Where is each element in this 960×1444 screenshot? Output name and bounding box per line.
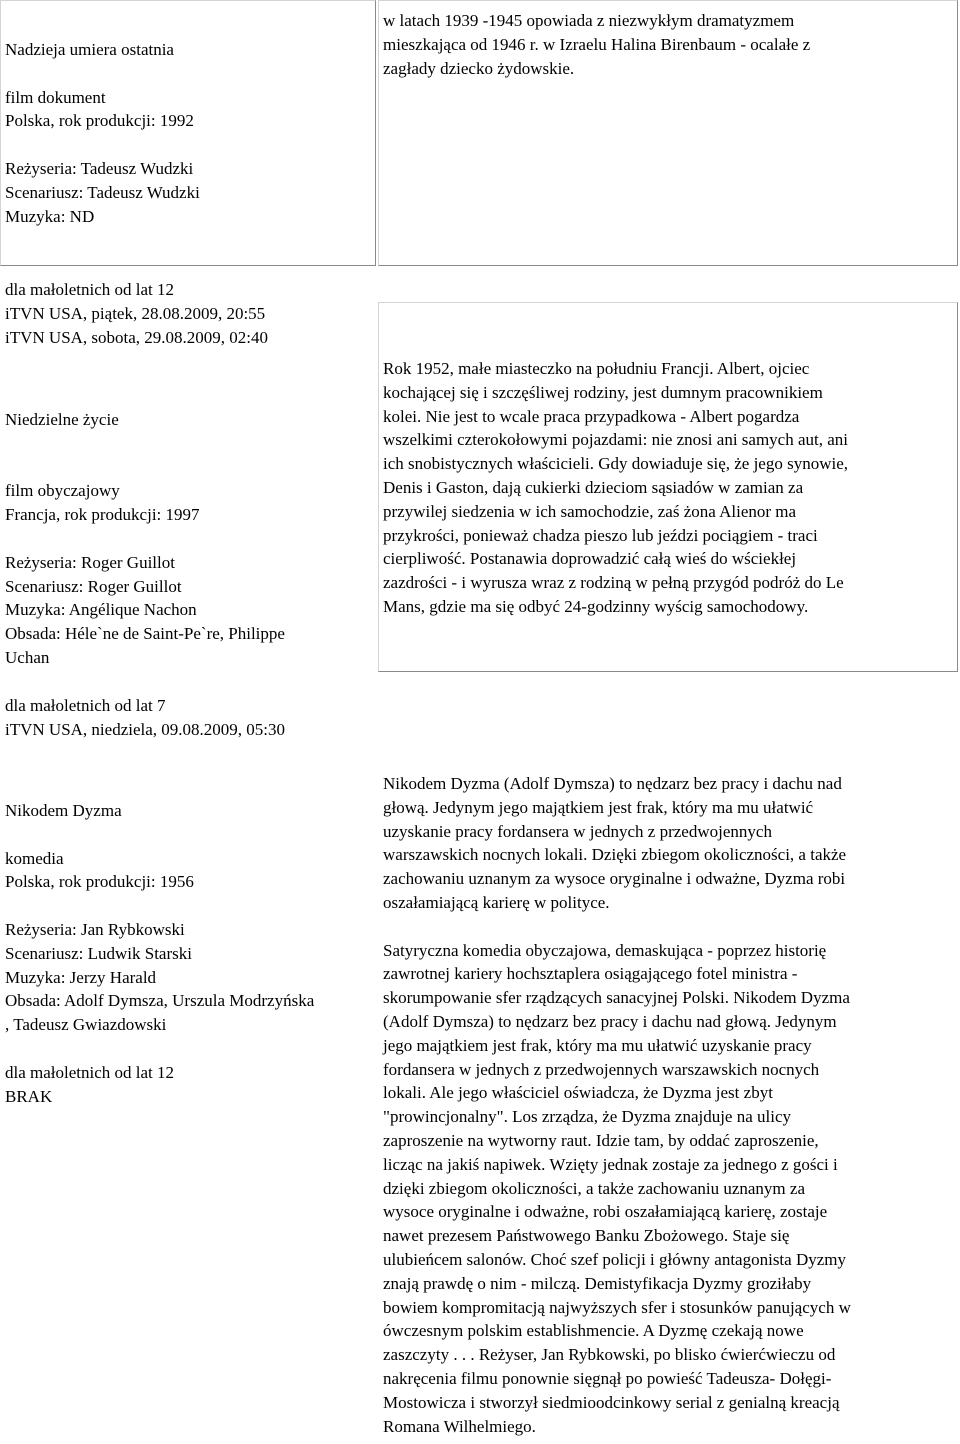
film1-country-year: Polska, rok produkcji: 1992 [5, 111, 194, 131]
film2-description-line: Denis i Gaston, dają cukierki dzieciom sąsiadów w zamian za [383, 477, 804, 497]
film3-description-line: znają prawdę o nim - milczą. Demistyfikacja Dyzmy groziłaby [383, 1273, 812, 1293]
film1-description-line: mieszkająca od 1946 r. w Izraelu Halina Birenbaum - ocalałe z [383, 34, 811, 54]
film3-description-line: ówczesnym polskim establishmencie. A Dyzmę czekają nowe [383, 1321, 804, 1341]
film2-schedule [5, 694, 375, 742]
film3-description-line: Mostowicza i stworzył siedmioodcinkowy serial z genialną kreacją [383, 1392, 840, 1412]
film3-cast: Obsada: Adolf Dymsza, Urszula Modrzyńska [5, 991, 315, 1011]
film1-genre: film dokument [5, 87, 106, 107]
film3-description-line: jego majątkiem jest frak, który ma mu ułatwić uzyskanie pracy [383, 1035, 812, 1055]
film3-description-line: zaproszenie na wytworny raut. Idzie tam, by oddać zaproszenie, [383, 1130, 819, 1150]
film2-description-line: kochającej się i szczęśliwej rodziny, jest dumnym pracownikiem [383, 382, 823, 402]
film1-broadcast: iTVN USA, sobota, 29.08.2009, 02:40 [5, 327, 269, 347]
film3-country-year: Polska, rok produkcji: 1956 [5, 872, 194, 892]
film1-age-rating: dla małoletnich od lat 12 [5, 280, 175, 299]
film1-broadcast: iTVN USA, piątek, 28.08.2009, 20:55 [5, 303, 266, 323]
film3-description-line: ulubieńcem salonów. Choć szef policji i główny antagonista Dyzmy [383, 1249, 846, 1269]
film3-description-line: nakręcenia filmu ponownie sięgnął po powieść Tadeusza- Dołęgi- [383, 1368, 832, 1388]
film2-description-line: wszelkimi czterokołowymi pojazdami: nie znosi ani samych aut, ani [383, 430, 849, 450]
film2-genre: film obyczajowy [5, 481, 120, 501]
film3-description-line: lokali. Ale jego właściciel oświadcza, że Dyzma jest zbyt [383, 1083, 773, 1103]
film3-description-line: zachowaniu uznanym za wysoce oryginalne i odważne, Dyzma robi [383, 869, 846, 889]
film2-music: Muzyka: Angélique Nachon [5, 600, 197, 620]
film2-description-line: Mans, gdzie ma się odbyć 24-godzinny wyścig samochodowy. [383, 596, 809, 616]
film3-description-line: fordansera w jednych z przedwojennych warszawskich nocnych [383, 1059, 820, 1079]
film2-cast: Uchan [5, 647, 50, 667]
film3-genre: komedia [5, 848, 64, 868]
film2-description-line: zazdrości - i wyrusza wraz z rodziną w pełną przygód podróż do Le [383, 573, 844, 593]
film3-description-line: Romana Wilhelmiego. [383, 1416, 536, 1436]
film2-description-line: kolei. Nie jest to wcale praca przypadkowa - Albert pogardza [383, 406, 800, 426]
film3-broadcast-status: BRAK [5, 1086, 53, 1106]
film3-description-line: wysoce oryginalne i odważne, robi oszałamiającą karierę, zostaje [383, 1202, 828, 1222]
film3-description [383, 772, 953, 1438]
film2-description-line: ich snobistycznych właścicieli. Gdy dowiaduje się, że jego synowie, [383, 454, 849, 474]
film1-direction: Reżyseria: Tadeusz Wudzki [5, 158, 194, 178]
film3-description-line: zaszczyty . . . Reżyser, Jan Rybkowski, po blisko ćwierćwieczu od [383, 1345, 836, 1365]
film3-description-line: uzyskanie pracy fordansera w jednych z przedwojennych [383, 821, 772, 841]
film1-description-line: zagłady dziecko żydowskie. [383, 58, 575, 78]
film2-meta [5, 408, 375, 670]
film2-description [383, 357, 953, 619]
film3-description-line: (Adolf Dymsza) to nędzarz bez pracy i dachu nad głową. Jedynym [383, 1011, 837, 1031]
film2-title: Niedzielne życie [5, 410, 119, 429]
film2-cast: Obsada: Héle`ne de Saint-Pe`re, Philippe [5, 624, 285, 644]
film1-screenplay: Scenariusz: Tadeusz Wudzki [5, 182, 200, 202]
film3-description-line: "prowincjonalny". Los zrządza, że Dyzma znajduje na ulicy [383, 1107, 792, 1127]
film3-description-line: Satyryczna komedia obyczajowa, demaskująca - poprzez historię [383, 940, 827, 960]
film3-description-line: Nikodem Dyzma (Adolf Dymsza) to nędzarz bez pracy i dachu nad [383, 774, 842, 793]
film2-description-line: cierpliwość. Postanawia doprowadzić całą wieś do wściekłej [383, 549, 797, 569]
film2-direction: Reżyseria: Roger Guillot [5, 552, 175, 572]
film3-description-line: bowiem kompromitacją najwyższych sfer i stosunków panujących w [383, 1297, 851, 1317]
film2-age-rating: dla małoletnich od lat 7 [5, 696, 166, 715]
film3-music: Muzyka: Jerzy Harald [5, 967, 157, 987]
film3-description-line: dzięki zbiegom okoliczności, a także zachowaniu uznanym za [383, 1178, 805, 1198]
film3-cast: , Tadeusz Gwiazdowski [5, 1015, 167, 1035]
film2-screenplay: Scenariusz: Roger Guillot [5, 576, 182, 596]
film3-meta [5, 799, 383, 1108]
film1-schedule [5, 278, 375, 349]
film3-title: Nikodem Dyzma [5, 801, 122, 820]
film3-description-line: licząc na jakiś napiwek. Wzięty jednak zostaje za jednego z gości i [383, 1154, 838, 1174]
film2-broadcast: iTVN USA, niedziela, 09.08.2009, 05:30 [5, 719, 285, 739]
film3-description-line: głową. Jedynym jego majątkiem jest frak, który ma mu ułatwić [383, 797, 814, 817]
film1-description-line: w latach 1939 -1945 opowiada z niezwykłym dramatyzmem [383, 11, 795, 30]
film2-description-line: przywilej siedzenia w ich samochodzie, zaś żona Alienor ma [383, 501, 797, 521]
film3-description-line: warszawskich nocnych lokali. Dzięki zbiegom okoliczności, a także [383, 845, 847, 865]
film1-music: Muzyka: ND [5, 206, 95, 226]
film3-description-line: nawet prezesem Państwowego Banku Zbożowego. Staje się [383, 1226, 790, 1246]
film3-direction: Reżyseria: Jan Rybkowski [5, 919, 185, 939]
film3-description-line: oszałamiającą karierę w polityce. [383, 892, 610, 912]
film1-meta [5, 38, 375, 228]
film3-description-line: skorumpowanie sfer rządzących sanacyjnej Polski. Nikodem Dyzma [383, 988, 850, 1008]
film1-title: Nadzieja umiera ostatnia [5, 40, 174, 59]
film3-description-line: zawrotnej kariery hochsztaplera osiągającego fotel ministra - [383, 964, 798, 984]
film1-description [383, 9, 953, 80]
film2-description-line: Rok 1952, małe miasteczko na południu Francji. Albert, ojciec [383, 359, 810, 378]
film3-age-rating: dla małoletnich od lat 12 [5, 1062, 175, 1082]
film2-country-year: Francja, rok produkcji: 1997 [5, 505, 200, 525]
film3-screenplay: Scenariusz: Ludwik Starski [5, 943, 192, 963]
film2-description-line: przykrości, ponieważ chadza pieszo lub jeździ pociągiem - traci [383, 525, 818, 545]
